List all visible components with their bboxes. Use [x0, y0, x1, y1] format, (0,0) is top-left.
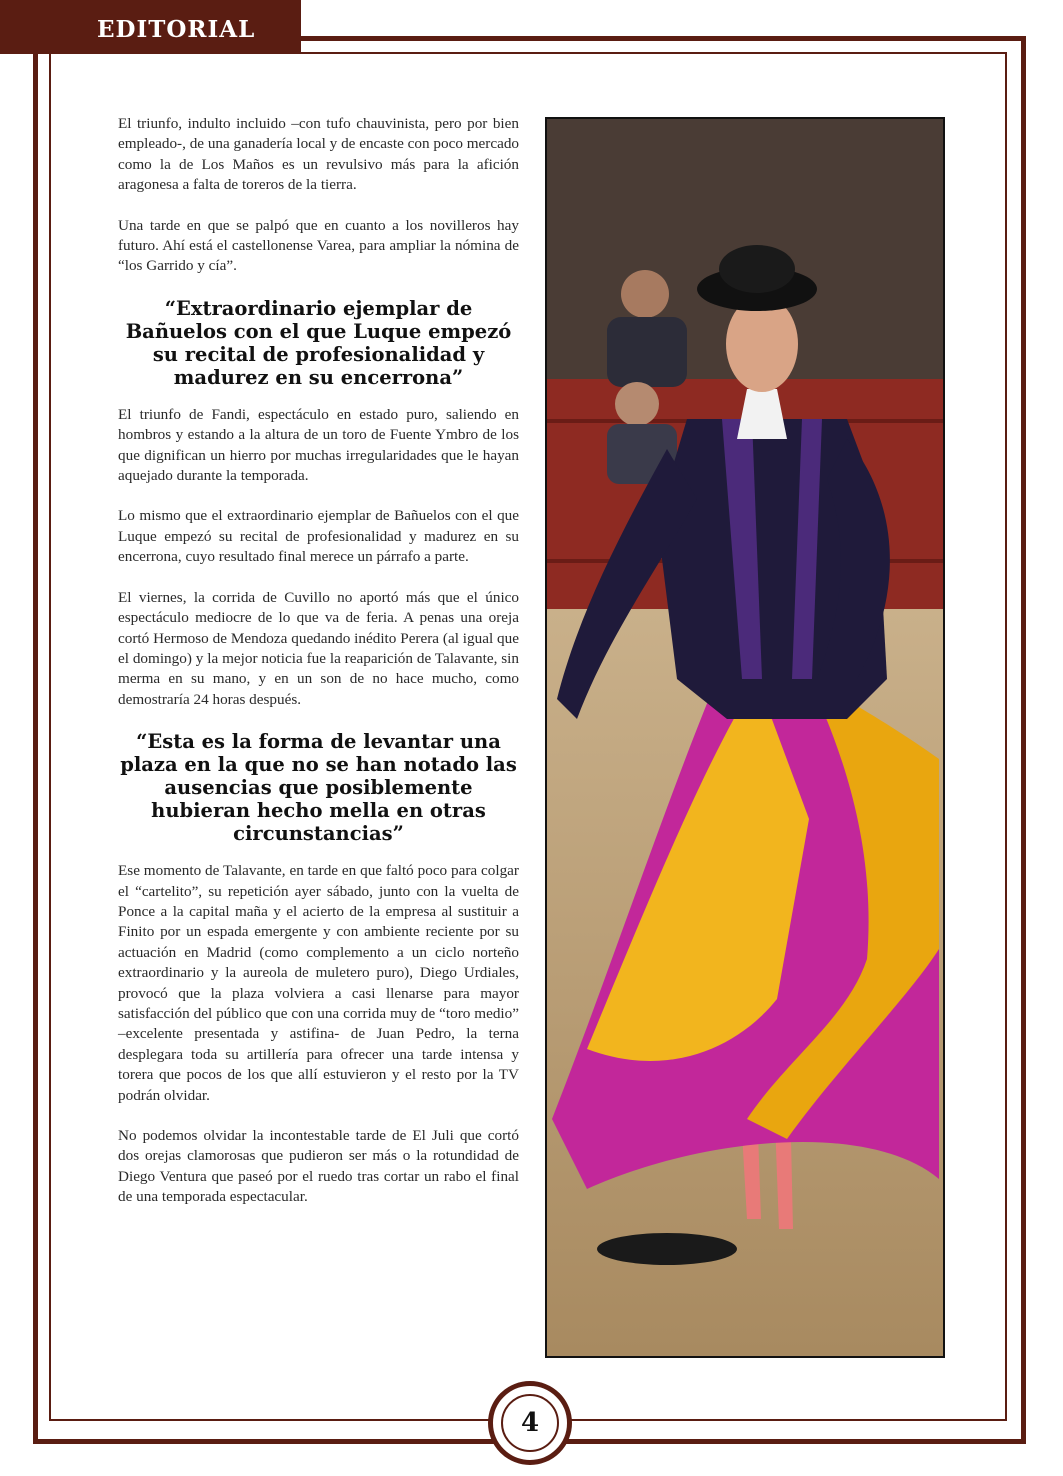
- paragraph: El triunfo de Fandi, espectáculo en estado puro, saliendo en hombros y estando a la altura de un toro de Fuente Ymbro de los que dignifican un hierro por muchas irregularidades que le hayan aquejado durante la temporada.: [118, 405, 519, 485]
- page-number-badge: [488, 1381, 572, 1465]
- paragraph: No podemos olvidar la incontestable tarde de El Juli que cortó dos orejas clamorosas que pudieron ser más o la rotundidad de Diego Ventura que paseó por el ruedo tras cortar un rabo el final de una temporada espectacular.: [118, 1127, 519, 1206]
- pull-quote: “Esta es la forma de levantar una plaza en la que no se han notado las ausencias que posiblemente hubieran hecho mella en otras circunstancias”: [120, 730, 517, 846]
- bullfighter-illustration: [547, 119, 943, 1356]
- section-header: EDITORIAL: [0, 0, 301, 54]
- paragraph: Una tarde en que se palpó que en cuanto a los novilleros hay futuro. Ahí está el castellonense Varea, para ampliar la nómina de “los Garrido y cía”.: [118, 216, 519, 275]
- page-number: 4: [501, 1394, 559, 1452]
- paragraph: El triunfo, indulto incluido –con tufo chauvinista, pero por bien empleado-, de una ganadería local y de encaste con poco mercado como la de Los Maños es un revulsivo más para la afición aragonesa a falta de toreros de la tierra.: [118, 115, 520, 194]
- paragraph: El viernes, la corrida de Cuvillo no aportó más que el único espectáculo mediocre de lo que va de feria. A penas una oreja cortó Hermoso de Mendoza quedando inédito Perera (al igual que el domingo) y la mejor noticia fue la reaparición de Talavante, sin merma en su mano, y en un son de no hace mucho, como demostraría 24 horas después.: [118, 588, 519, 708]
- pull-quote: “Extraordinario ejemplar de Bañuelos con el que Luque empezó su recital de profesionalidad y madurez en su encerrona”: [125, 296, 512, 389]
- article-column: [118, 114, 519, 1228]
- bullfighter-photo: [545, 117, 945, 1358]
- paragraph: Ese momento de Talavante, en tarde en que faltó poco para colgar el “cartelito”, su repetición ayer sábado, junto con la vuelta de Ponce a la capital maña y el acierto de la empresa al sustituir a Finito por un espada emergente y con ambiente reciente por su actuación en Madrid (como complemento a un ciclo norteño extraordinario y la aureola de muletero puro), Diego Urdiales, provocó que la plaza volviera a casi llenarse para mayor satisfacción del público que con una corrida muy de “toro medio” –excelente presentada y astifina- de Juan Pedro, la terna desplegara toda su artillería para ofrecer una tarde intensa y torera que pocos de los que allí estuvieron y el resto por la TV podrán olvidar.: [118, 862, 519, 1104]
- paragraph: Lo mismo que el extraordinario ejemplar de Bañuelos con el que Luque empezó su recital de profesionalidad y madurez en su encerrona, cuyo resultado final merece un párrafo a parte.: [118, 507, 519, 566]
